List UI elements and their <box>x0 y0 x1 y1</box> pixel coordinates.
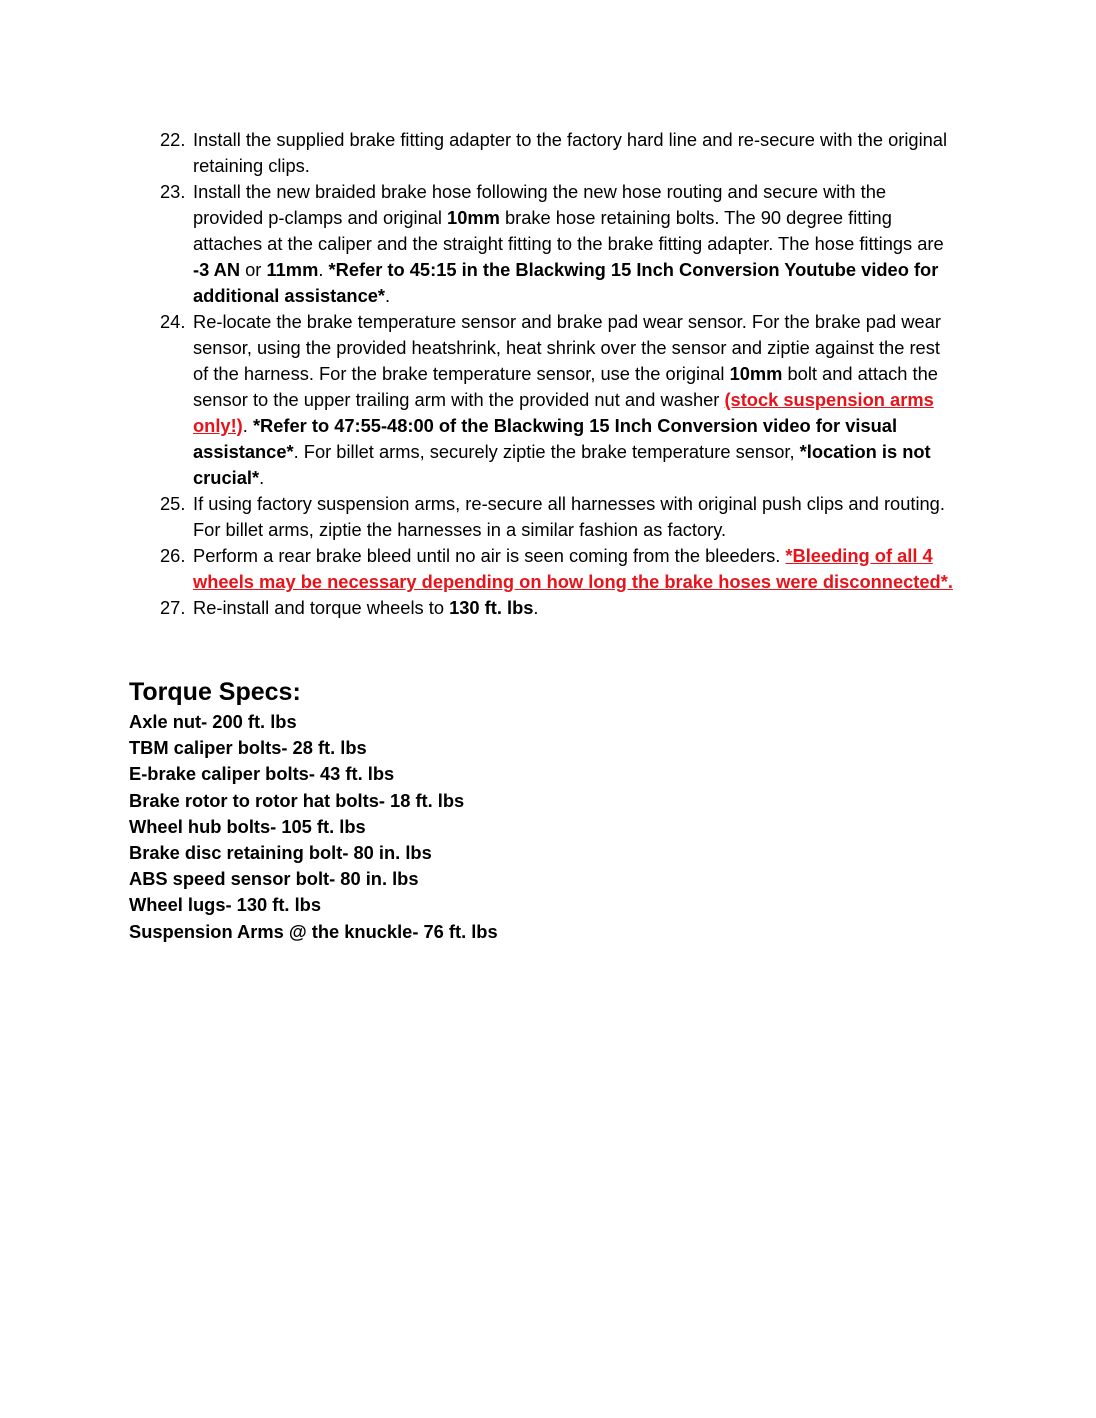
bleeding-warning: *Bleeding of all 4 wheels may be necessary depending on how long the brake hoses were disconnected*. <box>193 545 953 592</box>
location-note: *location is not crucial* <box>193 441 931 488</box>
step-27: 27. Re-install and torque wheels to 130 ft. lbs. <box>160 595 960 621</box>
video-reference: *Refer to 45:15 in the Blackwing 15 Inch Conversion Youtube video for additional assistance* <box>193 259 939 306</box>
step-number: 26. <box>160 545 186 566</box>
step-22: 22. Install the supplied brake fitting adapter to the factory hard line and re-secure with the original retaining clips. <box>160 129 948 176</box>
torque-spec-item: Brake rotor to rotor hat bolts- 18 ft. lbs <box>129 789 465 811</box>
step-number: 23. <box>160 181 186 202</box>
step-25: 25. If using factory suspension arms, re-secure all harnesses with original push clips and routing. For billet arms, ziptie the harnesses in a similar fashion as factory. <box>160 493 945 540</box>
video-reference: *Refer to 47:55-48:00 of the Blackwing 15 Inch Conversion video for visual assistance* <box>193 415 898 462</box>
step-24: 24. Re-locate the brake temperature sensor and brake pad wear sensor. For the brake pad wear sensor, using the provided heatshrink, heat shrink over the sensor and ziptie against the rest of the harness. For the brake temperature sensor, use the original 10mm bolt and attach the sensor to the upper trailing arm with the provided nut and washer (stock suspension arms only!). *Refer to 47:55-48:00 of the Blackwing 15 Inch Conversion video for visual assistance*. For billet arms, securely ziptie the brake temperature sensor, *location is not crucial*. <box>160 311 941 488</box>
torque-spec-item: E-brake caliper bolts- 43 ft. lbs <box>129 763 395 785</box>
torque-specs-title: Torque Specs: <box>129 678 301 706</box>
step-26: 26. Perform a rear brake bleed until no air is seen coming from the bleeders. *Bleeding of all 4 wheels may be necessary depending on how long the brake hoses were disconnected*. <box>160 545 953 592</box>
step-23: 23. Install the new braided brake hose following the new hose routing and secure with the provided p-clamps and original 10mm brake hose retaining bolts. The 90 degree fitting attaches at the caliper and the straight fitting to the brake fitting adapter. The hose fittings are -3 AN or 11mm. *Refer to 45:15 in the Blackwing 15 Inch Conversion Youtube video for additional assistance*. <box>160 181 944 306</box>
step-number: 22. <box>160 129 186 150</box>
installation-steps <box>160 127 960 621</box>
torque-spec-item: Wheel lugs- 130 ft. lbs <box>129 894 321 916</box>
torque-spec-item: ABS speed sensor bolt- 80 in. lbs <box>129 868 419 890</box>
torque-specs-list <box>129 709 498 945</box>
step-number: 24. <box>160 311 186 332</box>
torque-spec-item: TBM caliper bolts- 28 ft. lbs <box>129 737 367 759</box>
stock-arms-warning: (stock suspension arms only!) <box>193 389 934 436</box>
torque-spec-item: Axle nut- 200 ft. lbs <box>129 711 297 732</box>
torque-spec-item: Suspension Arms @ the knuckle- 76 ft. lbs <box>129 920 498 942</box>
step-number: 27. <box>160 597 186 618</box>
torque-spec-item: Wheel hub bolts- 105 ft. lbs <box>129 815 366 837</box>
step-number: 25. <box>160 493 186 514</box>
torque-spec-item: Brake disc retaining bolt- 80 in. lbs <box>129 842 432 864</box>
